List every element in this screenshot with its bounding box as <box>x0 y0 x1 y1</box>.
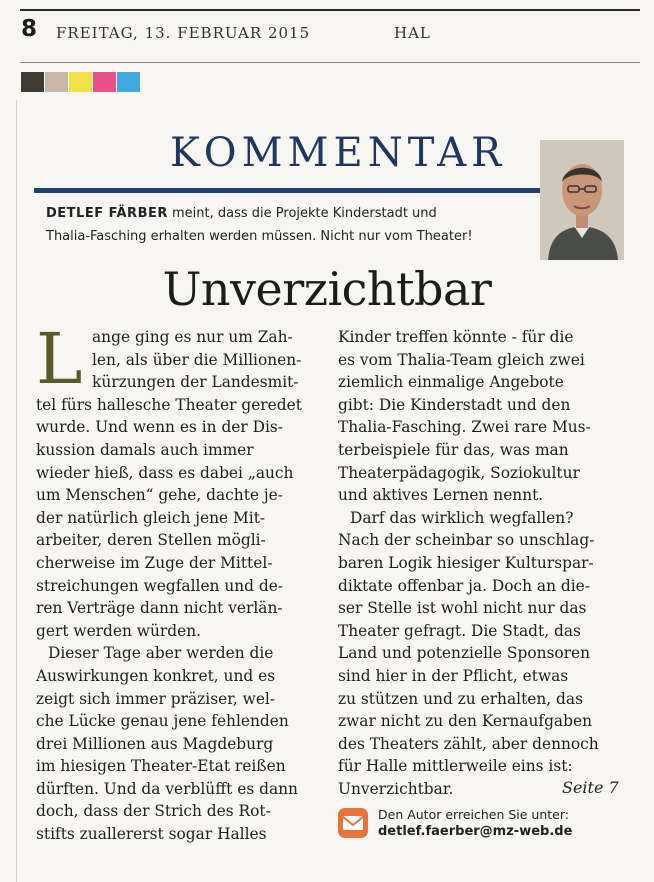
color-swatch <box>21 72 44 92</box>
article-line: Thalia-Fasching. Zwei rare Mus- <box>338 418 591 437</box>
header-rule <box>20 62 640 63</box>
envelope-icon <box>338 808 368 838</box>
article-line: um Menschen“ gehe, dachte je- <box>36 486 283 505</box>
article-line: wurde. Und wenn es in der Dis- <box>36 418 284 437</box>
article-line: Auswirkungen konkret, und es <box>36 666 276 685</box>
article-column-left <box>36 318 326 846</box>
article-column-right <box>338 326 624 800</box>
article-line: len, als über die Millionen- <box>92 350 302 369</box>
contact-label: Den Autor erreichen Sie unter: <box>378 807 570 822</box>
article-line: Theaterpädagogik, Soziokultur <box>338 463 580 482</box>
article-line: stifts zuallererst sogar Halles <box>36 825 267 844</box>
color-swatch <box>69 72 92 92</box>
article-line: arbeiter, deren Stellen mögli- <box>36 531 266 550</box>
article-line: Unverzichtbar. <box>338 779 454 798</box>
comment-teaser <box>46 204 526 249</box>
article-line: kussion damals auch immer <box>36 440 254 459</box>
page-number: 8 <box>21 16 38 42</box>
article-line: im hiesigen Theater-Etat reißen <box>36 757 286 776</box>
article-line: Theater gefragt. Die Stadt, das <box>338 621 581 640</box>
teaser-line-2: Thalia-Fasching erhalten werden müssen. Nicht nur vom Theater! <box>46 228 473 244</box>
color-swatch <box>45 72 68 92</box>
article-headline: Unverzichtbar <box>162 262 492 316</box>
top-rule <box>20 9 640 11</box>
section-title: KOMMENTAR <box>170 130 507 176</box>
article-line: sind hier in der Pflicht, etwas <box>338 666 569 685</box>
article-line: für Halle mittlerweile eins ist: <box>338 757 573 776</box>
article-line: doch, dass der Strich des Rot- <box>36 802 271 821</box>
region-code: HAL <box>394 24 431 42</box>
page-reference: Seite 7 <box>562 778 619 797</box>
article-line: es vom Thalia-Team gleich zwei <box>338 350 585 369</box>
article-line: dürften. Und da verblüfft es dann <box>36 779 298 798</box>
article-line: kürzungen der Landesmit- <box>92 373 299 392</box>
author-photo <box>540 140 624 260</box>
author-email: detlef.faerber@mz-web.de <box>378 824 573 839</box>
article-line: Kinder treffen könnte - für die <box>338 328 574 346</box>
article-line: Land und potenzielle Sponsoren <box>338 644 591 663</box>
teaser-text: meint, dass die Projekte Kinderstadt und <box>167 206 437 221</box>
article-line: ser Stelle ist wohl nicht nur das <box>338 599 587 618</box>
article-line: wieder hieß, dass es dabei „auch <box>36 463 294 482</box>
article-line: Dieser Tage aber werden die <box>48 644 274 663</box>
article-line: Darf das wirklich wegfallen? <box>350 508 574 527</box>
section-rule <box>34 188 542 193</box>
article-line: tel fürs hallesche Theater geredet <box>36 395 302 414</box>
article-line: gibt: Die Kinderstadt und den <box>338 395 571 414</box>
author-portrait-icon <box>540 140 624 260</box>
drop-cap: L <box>36 318 83 400</box>
mail-icon <box>338 808 368 838</box>
issue-date: FREITAG, 13. FEBRUAR 2015 <box>56 24 311 42</box>
article-line: cherweise im Zuge der Mittel- <box>36 553 273 572</box>
article-line: streichungen wegfallen und de- <box>36 576 284 595</box>
color-swatch <box>93 72 116 92</box>
article-line: zwar nicht zu den Kernaufgaben <box>338 712 592 731</box>
article-line: baren Logik hiesiger Kulturspar- <box>338 553 594 572</box>
author-name: DETLEF FÄRBER <box>46 206 168 221</box>
teaser-line-1 <box>46 204 526 227</box>
article-line: ziemlich einmalige Angebote <box>338 373 564 392</box>
article-line: des Theaters zählt, aber dennoch <box>338 734 599 753</box>
article-line: diktate offenbar ja. Doch an die- <box>338 576 590 595</box>
article-line: ren Verträge dann nicht verlän- <box>36 599 283 618</box>
article-line: che Lücke genau jene fehlenden <box>36 712 289 731</box>
article-line: gert werden würden. <box>36 621 202 640</box>
article-line: ange ging es nur um Zah- <box>92 328 293 346</box>
article-line: der natürlich gleich jene Mit- <box>36 508 266 527</box>
article-line: Nach der scheinbar so unschlag- <box>338 531 595 550</box>
article-line: zu stützen und zu erhalten, das <box>338 689 583 708</box>
print-color-bar <box>21 72 141 92</box>
article-line: zeigt sich immer präziser, wel- <box>36 689 276 708</box>
article-line: und aktives Lernen nennt. <box>338 486 544 505</box>
article-line: terbeispiele für das, was man <box>338 440 569 459</box>
color-swatch <box>117 72 140 92</box>
article-line: drei Millionen aus Magdeburg <box>36 734 274 753</box>
